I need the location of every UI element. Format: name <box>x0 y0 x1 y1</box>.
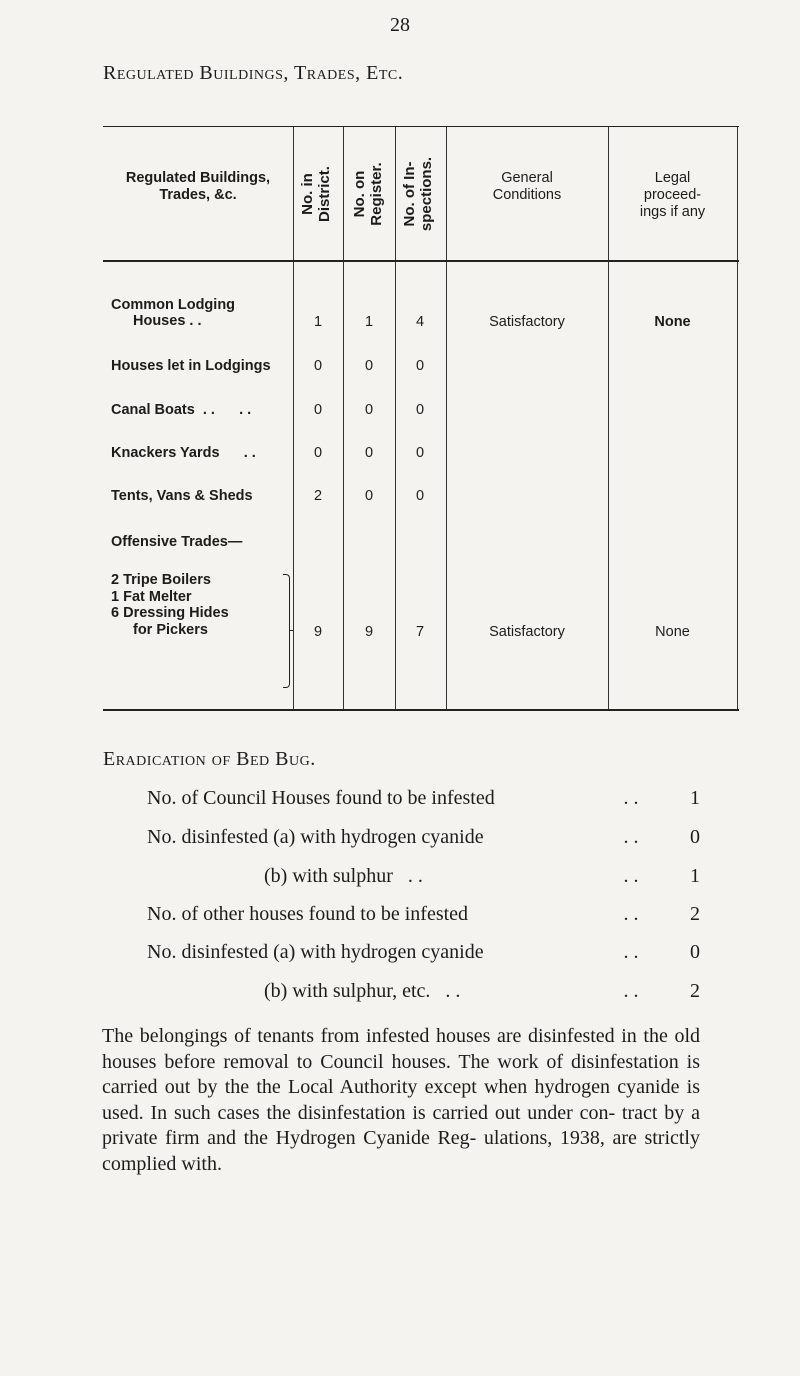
leader-dots: . . <box>623 787 639 809</box>
row-label-line: Houses . . <box>133 313 202 329</box>
bed-bug-row <box>0 980 800 1010</box>
row-label-knackers-yards: Knackers Yards . . <box>111 445 256 461</box>
header-legal-line1: Legal <box>654 170 691 186</box>
header-in-district-line2: District. <box>316 166 333 222</box>
bed-bug-value: 0 <box>690 941 700 963</box>
section-heading-regulated-buildings: Regulated Buildings, Trades, Etc. <box>103 62 404 84</box>
offensive-item: 1 Fat Melter <box>111 588 192 605</box>
cell-on-register: 0 <box>364 358 374 374</box>
column-divider <box>395 127 396 709</box>
bed-bug-row <box>0 903 800 933</box>
bed-bug-label: (b) with sulphur, etc. . . <box>264 980 461 1002</box>
header-inspections <box>401 144 441 244</box>
header-legal-line3: ings if any <box>639 204 706 220</box>
column-divider <box>343 127 344 709</box>
header-trades <box>103 170 293 204</box>
row-label-houses-let-in-lodgings: Houses let in Lodgings <box>111 358 271 374</box>
bed-bug-value: 1 <box>690 787 700 809</box>
header-general-conditions <box>446 170 608 204</box>
cell-legal: None <box>655 624 690 640</box>
offensive-item: 2 Tripe Boilers <box>111 572 211 588</box>
cell-on-register: 0 <box>364 445 374 461</box>
cell-inspections: 7 <box>415 624 425 640</box>
header-in-district-line1: No. in <box>299 173 316 215</box>
cell-conditions: Satisfactory <box>489 624 565 640</box>
cell-in-district: 0 <box>313 445 323 461</box>
header-inspections-line1: No. of In- <box>401 161 418 227</box>
bed-bug-row <box>0 941 800 971</box>
offensive-item: for Pickers <box>133 621 208 638</box>
row-label-tents-vans-sheds: Tents, Vans & Sheds <box>111 488 253 504</box>
cell-inspections: 4 <box>415 314 425 330</box>
bed-bug-label: No. of other houses found to be infested <box>147 903 469 925</box>
row-label-line: Common Lodging <box>111 297 236 313</box>
page-number: 28 <box>390 14 410 36</box>
body-paragraph: The belongings of tenants from infested houses are disinfested in the old houses before removal to Council houses. The work of disinfestation is carried out by the the Local Authority except when hydrogen cyanide is used. In such cases the disinfestation is carried out under con- tract by a private firm and the Hydrogen Cyanide Reg- ulations, 1938, are strictly complied with. <box>102 1025 700 1175</box>
cell-inspections: 0 <box>415 488 425 504</box>
bed-bug-label: No. of Council Houses found to be infested <box>147 787 495 809</box>
regulated-buildings-table <box>103 126 739 711</box>
cell-on-register: 0 <box>364 402 374 418</box>
cell-in-district: 0 <box>313 402 323 418</box>
header-legal-line2: proceed- <box>643 187 702 203</box>
column-divider <box>293 127 294 709</box>
offensive-trades-list <box>111 572 229 638</box>
header-general-conditions-line1: General <box>501 170 553 186</box>
row-label-canal-boats: Canal Boats . . . . <box>111 402 252 418</box>
cell-on-register: 9 <box>364 624 374 640</box>
cell-in-district: 1 <box>313 314 323 330</box>
header-general-conditions-line2: Conditions <box>492 187 562 203</box>
bed-bug-label: No. disinfested (a) with hydrogen cyanide <box>147 941 484 963</box>
leader-dots: . . <box>623 903 639 925</box>
grouping-bracket-tip <box>289 630 293 631</box>
bed-bug-row <box>0 865 800 895</box>
header-in-district <box>299 144 339 244</box>
bed-bug-row <box>0 826 800 856</box>
column-divider <box>737 127 738 709</box>
section-heading-bed-bug: Eradication of Bed Bug. <box>103 748 316 770</box>
header-trades-line2: Trades, &c. <box>159 187 237 203</box>
header-legal-proceedings <box>608 170 737 221</box>
offensive-item: 6 Dressing Hides <box>111 605 229 621</box>
leader-dots: . . <box>623 865 639 887</box>
offensive-trades-title: Offensive Trades— <box>111 534 243 550</box>
bed-bug-value: 2 <box>690 903 700 925</box>
leader-dots: . . <box>623 826 639 848</box>
grouping-bracket <box>283 574 290 688</box>
leader-dots: . . <box>623 980 639 1002</box>
cell-in-district: 0 <box>313 358 323 374</box>
cell-on-register: 0 <box>364 488 374 504</box>
bed-bug-value: 0 <box>690 826 700 848</box>
header-on-register-line2: Register. <box>368 162 385 226</box>
header-trades-line1: Regulated Buildings, <box>125 170 271 186</box>
cell-in-district: 9 <box>313 624 323 640</box>
cell-conditions: Satisfactory <box>489 314 565 330</box>
bed-bug-value: 1 <box>690 865 700 887</box>
leader-dots: . . <box>623 941 639 963</box>
bed-bug-label: (b) with sulphur . . <box>264 865 423 887</box>
cell-inspections: 0 <box>415 402 425 418</box>
bed-bug-label: No. disinfested (a) with hydrogen cyanide <box>147 826 484 848</box>
bed-bug-row <box>0 787 800 817</box>
column-divider <box>446 127 447 709</box>
cell-on-register: 1 <box>364 314 374 330</box>
cell-legal: None <box>654 314 691 330</box>
header-inspections-line2: spections. <box>418 156 435 232</box>
cell-inspections: 0 <box>415 358 425 374</box>
bed-bug-value: 2 <box>690 980 700 1002</box>
cell-in-district: 2 <box>313 488 323 504</box>
row-label-common-lodging <box>111 297 235 329</box>
header-on-register-line1: No. on <box>351 170 368 218</box>
header-on-register <box>351 144 391 244</box>
cell-inspections: 0 <box>415 445 425 461</box>
header-separator <box>103 260 739 262</box>
